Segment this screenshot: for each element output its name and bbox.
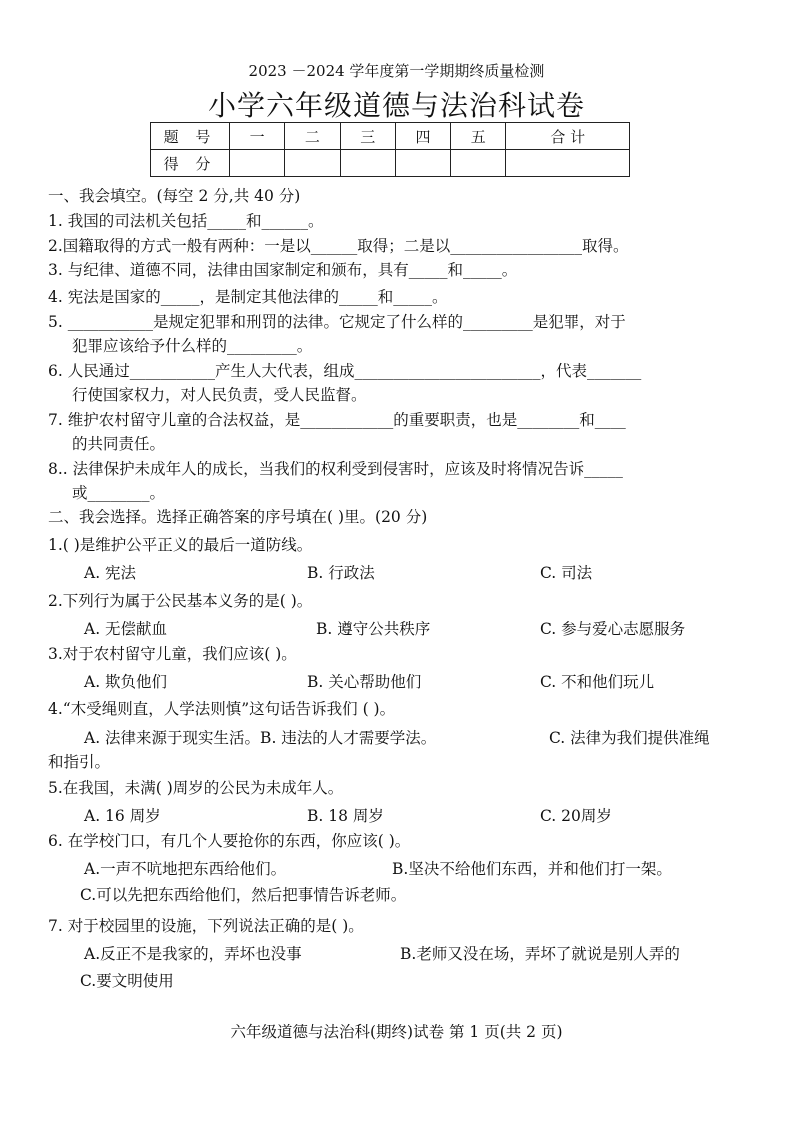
exam-subtitle: 2023 －2024 学年度第一学期期终质量检测 [248, 62, 545, 80]
section2-heading: 二、我会选择。选择正确答案的序号填在( )里。(20 分) [48, 508, 428, 526]
exam-title: 小学六年级道德与法治科试卷 [207, 89, 585, 122]
q2-option-c: C. 参与爱心志愿服务 [540, 620, 686, 638]
score-table-col-1: 一 [230, 123, 285, 150]
fill-question-7: 7. 维护农村留守儿童的合法权益，是____________的重要职责，也是________和____ [48, 411, 626, 429]
score-cell [451, 150, 506, 177]
fill-question-5: 5. ___________是规定犯罪和刑罚的法律。它规定了什么样的_________是犯罪，对于 [48, 313, 626, 331]
q6-option-a: A.一声不吭地把东西给他们。 [84, 860, 287, 878]
score-table-header-label: 题 号 [151, 123, 230, 150]
q5-option-b: B. 18 周岁 [307, 807, 384, 825]
q3-option-a: A. 欺负他们 [84, 673, 168, 691]
choice-question-1: 1.( )是维护公平正义的最后一道防线。 [48, 536, 313, 554]
q4-option-c: C. 法律为我们提供准绳 [549, 729, 710, 747]
score-table-col-2: 二 [285, 123, 340, 150]
q1-option-b: B. 行政法 [307, 564, 375, 582]
fill-question-5-cont: 犯罪应该给予什么样的_________。 [72, 337, 313, 355]
score-table-col-3: 三 [340, 123, 395, 150]
score-cell [285, 150, 340, 177]
score-table-col-4: 四 [395, 123, 450, 150]
score-table-score-label: 得 分 [151, 150, 230, 177]
score-cell [395, 150, 450, 177]
choice-question-6: 6. 在学校门口，有几个人要抢你的东西，你应该( )。 [48, 832, 411, 850]
score-cell [506, 150, 630, 177]
q3-option-c: C. 不和他们玩儿 [540, 673, 655, 691]
fill-question-8: 8.. 法律保护未成年人的成长，当我们的权利受到侵害时，应该及时将情况告诉_____ [48, 460, 623, 478]
section1-heading: 一、我会填空。(每空 2 分,共 40 分) [48, 187, 301, 205]
score-table [150, 122, 630, 177]
q4-options-ab: A. 法律来源于现实生活。B. 违法的人才需要学法。 [84, 729, 437, 747]
score-table-score-row [151, 150, 630, 177]
q7-option-a: A.反正不是我家的，弄坏也没事 [84, 945, 302, 963]
fill-question-6: 6. 人民通过___________产生人大代表，组成________________________，代表_______ [48, 362, 642, 380]
q7-option-c: C.要文明使用 [80, 972, 174, 990]
q1-option-c: C. 司法 [540, 564, 593, 582]
q2-option-b: B. 遵守公共秩序 [316, 620, 431, 638]
choice-question-7: 7. 对于校园里的设施，下列说法正确的是( )。 [48, 917, 364, 935]
q6-option-c: C.可以先把东西给他们，然后把事情告诉老师。 [80, 886, 407, 904]
fill-question-4: 4. 宪法是国家的_____，是制定其他法律的_____和_____。 [48, 288, 448, 306]
page-footer: 六年级道德与法治科(期终)试卷 第 1 页(共 2 页) [230, 1023, 563, 1041]
fill-question-7-cont: 的共同责任。 [72, 435, 166, 453]
fill-question-2: 2.国籍取得的方式一般有两种：一是以______取得；二是以_________________取得。 [48, 237, 629, 255]
fill-question-6-cont: 行使国家权力，对人民负责，受人民监督。 [72, 386, 367, 404]
q5-option-a: A. 16 周岁 [84, 807, 161, 825]
q6-option-b: B.坚决不给他们东西，并和他们打一架。 [392, 860, 672, 878]
choice-question-4: 4.“木受绳则直，人学法则慎”这句话告诉我们 ( )。 [48, 700, 396, 718]
choice-question-2: 2.下列行为属于公民基本义务的是( )。 [48, 592, 313, 610]
q3-option-b: B. 关心帮助他们 [307, 673, 422, 691]
score-cell [340, 150, 395, 177]
q5-option-c: C. 20周岁 [540, 807, 612, 825]
score-cell [230, 150, 285, 177]
choice-question-3: 3.对于农村留守儿童，我们应该( )。 [48, 645, 297, 663]
fill-question-1: 1. 我国的司法机关包括_____和______。 [48, 212, 324, 230]
choice-question-5: 5.在我国，未满( )周岁的公民为未成年人。 [48, 779, 344, 797]
fill-question-8-cont: 或________。 [72, 484, 166, 502]
score-table-header-row [151, 123, 630, 150]
q2-option-a: A. 无偿献血 [84, 620, 168, 638]
score-table-col-total: 合 计 [506, 123, 630, 150]
q7-option-b: B.老师又没在场，弄坏了就说是别人弄的 [400, 945, 680, 963]
score-table-col-5: 五 [451, 123, 506, 150]
q4-option-c-cont: 和指引。 [48, 753, 111, 771]
q1-option-a: A. 宪法 [84, 564, 137, 582]
fill-question-3: 3. 与纪律、道德不同，法律由国家制定和颁布，具有_____和_____。 [48, 261, 518, 279]
